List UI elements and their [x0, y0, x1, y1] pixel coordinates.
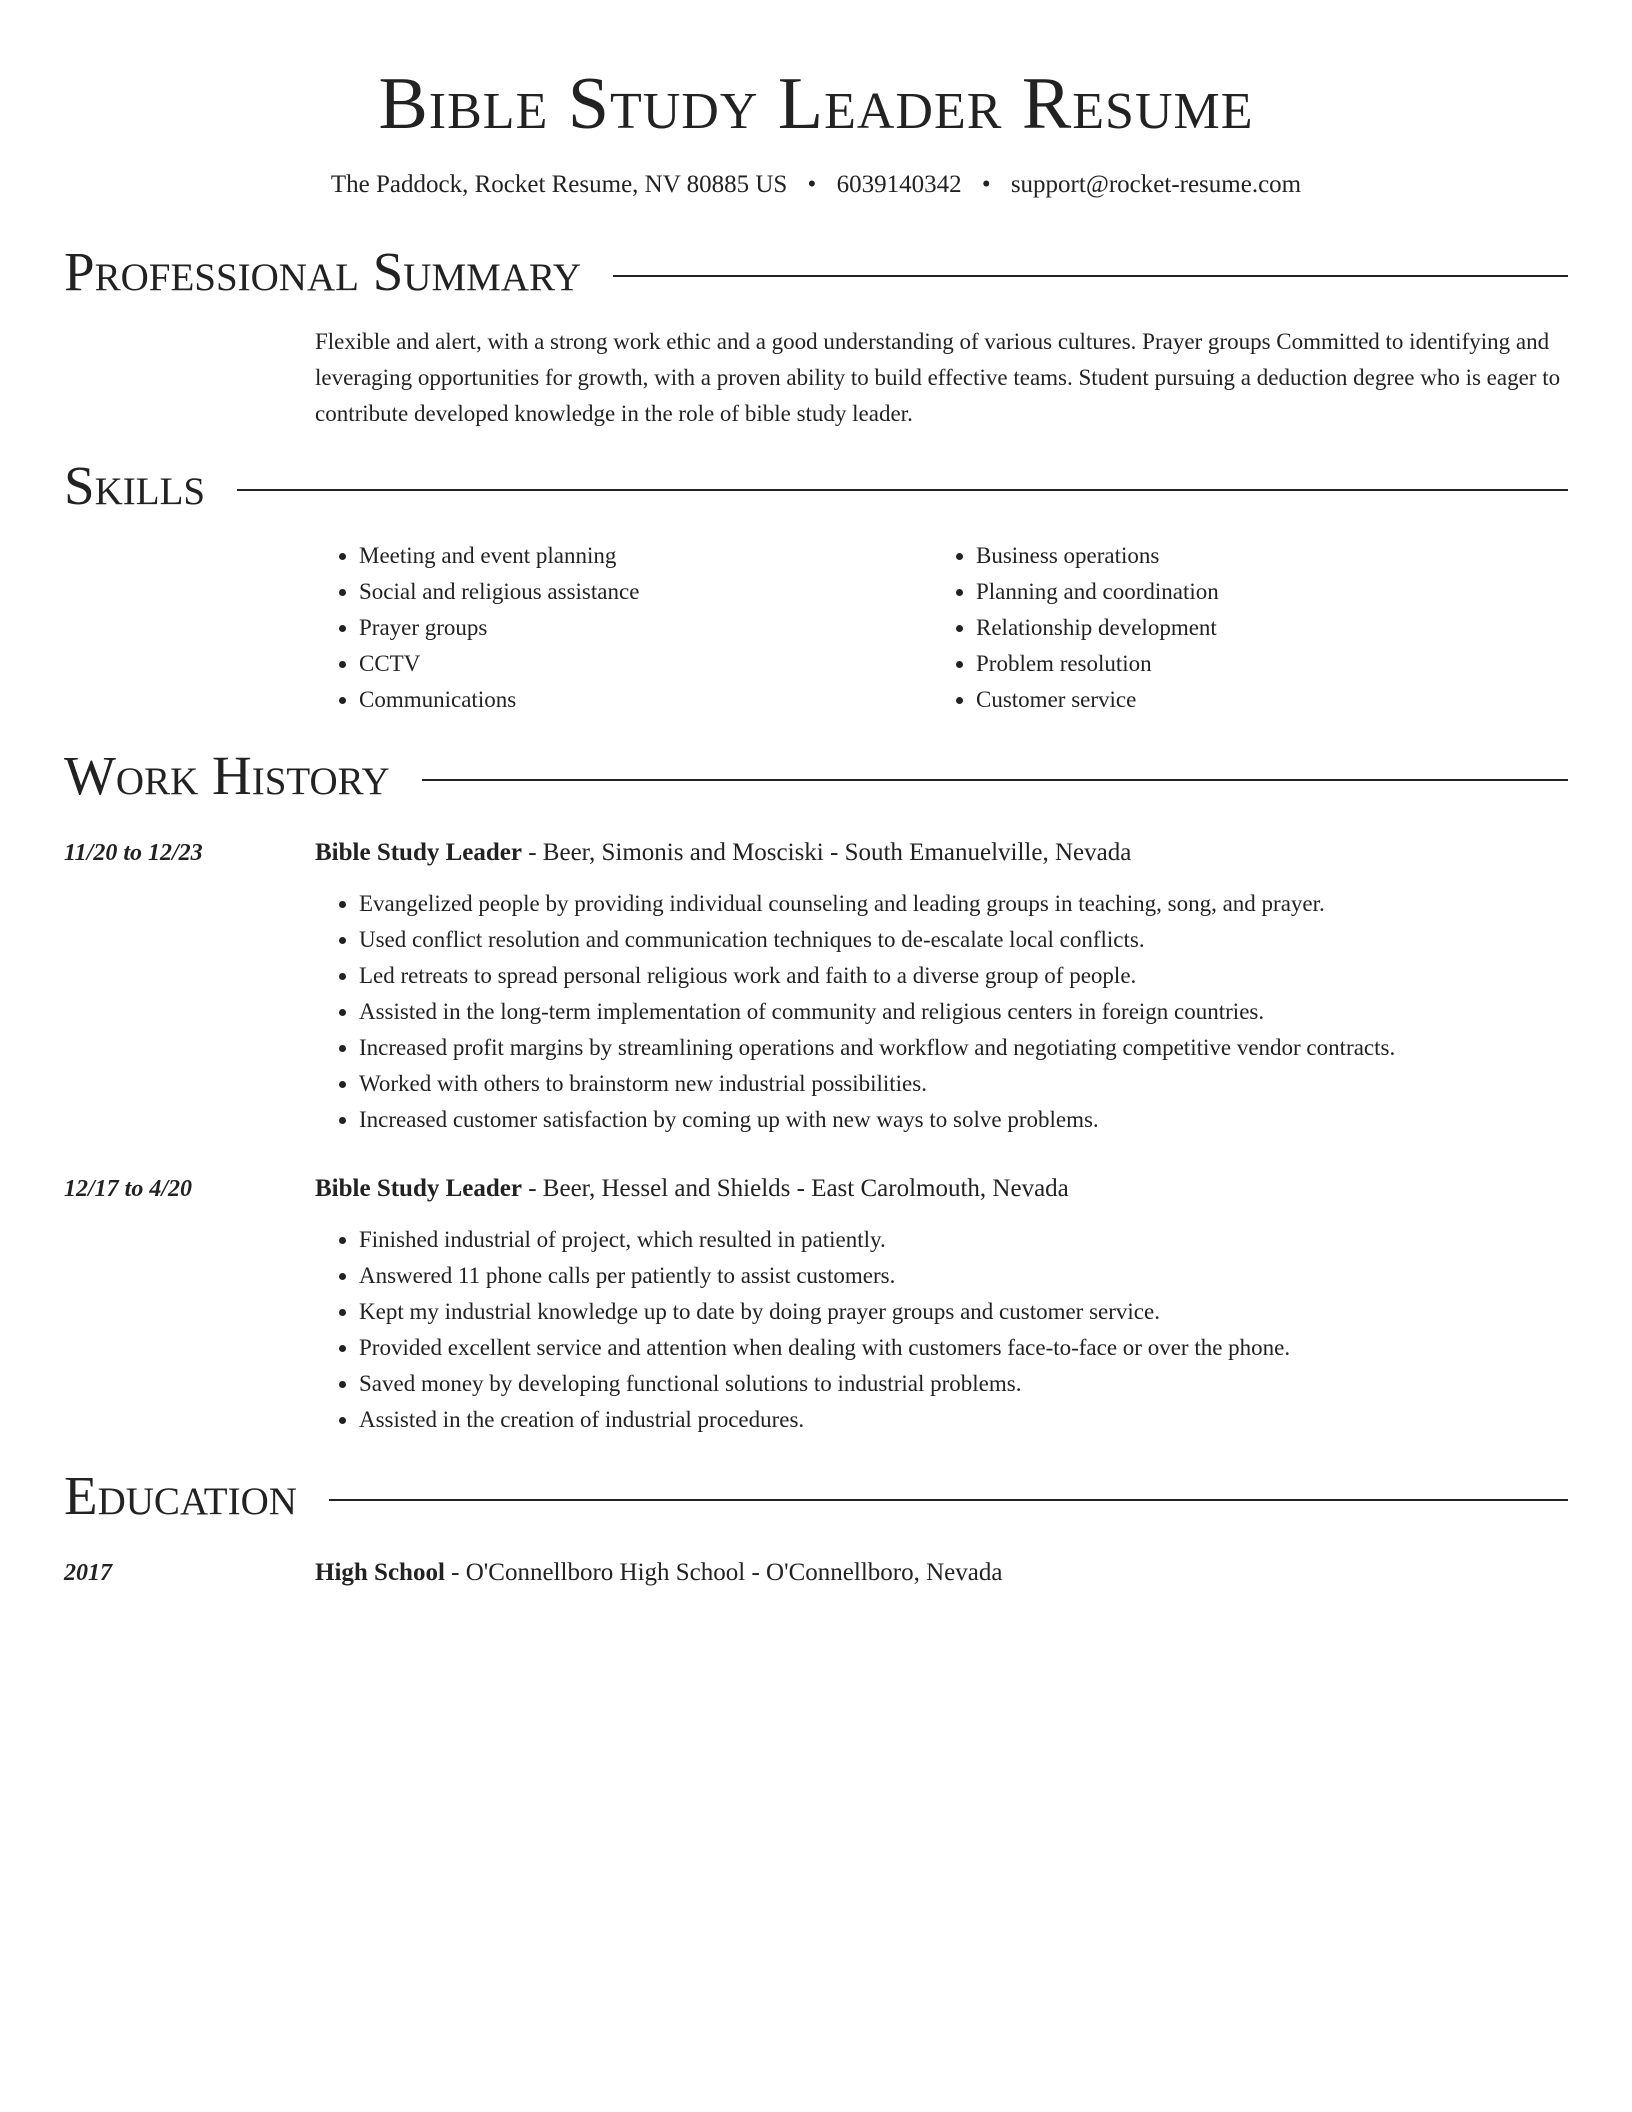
skills-section-header	[64, 454, 1568, 518]
job-employer: - Beer, Simonis and Mosciski - South Emanuelville, Nevada	[521, 839, 1132, 866]
job-heading	[315, 1172, 1568, 1206]
skill-item: • Business operations	[976, 538, 1526, 574]
education-section-header	[64, 1464, 1568, 1528]
job-bullet: • Used conflict resolution and communication techniques to de-escalate local conflicts.	[359, 922, 1568, 958]
section-divider	[329, 1499, 1568, 1501]
education-entry	[64, 1556, 1568, 1590]
contact-email: support@rocket-resume.com	[1010, 171, 1302, 198]
skill-item: • CCTV	[359, 646, 932, 682]
skill-item: • Social and religious assistance	[359, 574, 932, 610]
job-bullets	[315, 1222, 1568, 1438]
section-divider	[422, 779, 1568, 781]
section-divider	[613, 275, 1568, 277]
job-entry	[64, 1172, 1568, 1438]
skill-item: • Communications	[359, 682, 932, 718]
contact-phone: 6039140342	[836, 171, 962, 198]
job-bullet: • Assisted in the long-term implementation of community and religious centers in foreign countries.	[359, 994, 1568, 1030]
education-heading: Education	[64, 1465, 297, 1526]
education-year: 2017	[64, 1560, 112, 1586]
summary-text: Flexible and alert, with a strong work ethic and a good understanding of various cultures. Prayer groups Committed to identifying and leveraging opportunities for growth, with a proven ability to build effective teams. Student pursuing a deduction degree who is eager to contribute developed knowledge in the role of bible study leader.	[315, 329, 1561, 426]
skills-heading: Skills	[64, 455, 206, 516]
education-heading-line	[315, 1556, 1002, 1590]
education-degree: High School	[315, 1559, 445, 1586]
job-bullet: • Assisted in the creation of industrial procedures.	[359, 1402, 1568, 1438]
job-bullet: • Worked with others to brainstorm new industrial possibilities.	[359, 1066, 1568, 1102]
job-dates: 12/17 to 4/20	[64, 1176, 193, 1202]
job-bullet: • Increased customer satisfaction by coming up with new ways to solve problems.	[359, 1102, 1568, 1138]
work-section-header	[64, 744, 1568, 808]
skill-item: • Relationship development	[976, 610, 1526, 646]
contact-address: The Paddock, Rocket Resume, NV 80885 US	[330, 171, 788, 198]
job-bullet: • Saved money by developing functional solutions to industrial problems.	[359, 1366, 1568, 1402]
page-title: Bible Study Leader Resume	[378, 63, 1254, 145]
work-heading: Work History	[64, 745, 390, 806]
job-bullet: • Provided excellent service and attention when dealing with customers face-to-face or over the phone.	[359, 1330, 1568, 1366]
job-bullet: • Kept my industrial knowledge up to date by doing prayer groups and customer service.	[359, 1294, 1568, 1330]
contact-separator: •	[981, 171, 991, 198]
job-title: Bible Study Leader	[315, 839, 522, 866]
skills-column-left	[315, 538, 932, 718]
skills-column-right	[932, 538, 1526, 718]
skill-item: • Prayer groups	[359, 610, 932, 646]
job-bullet: • Finished industrial of project, which resulted in patiently.	[359, 1222, 1568, 1258]
skill-item: • Planning and coordination	[976, 574, 1526, 610]
job-bullet: • Led retreats to spread personal religious work and faith to a diverse group of people.	[359, 958, 1568, 994]
resume-page	[64, 0, 1568, 1590]
skill-item: • Meeting and event planning	[359, 538, 932, 574]
job-heading	[315, 836, 1568, 870]
skill-item: • Problem resolution	[976, 646, 1526, 682]
job-entry	[64, 836, 1568, 1138]
skill-item: • Customer service	[976, 682, 1526, 718]
job-body	[315, 836, 1568, 1138]
job-body	[315, 1172, 1568, 1438]
job-bullet: • Answered 11 phone calls per patiently to assist customers.	[359, 1258, 1568, 1294]
job-bullets	[315, 886, 1568, 1138]
job-title: Bible Study Leader	[315, 1175, 522, 1202]
summary-heading: Professional Summary	[64, 241, 582, 302]
job-bullet: • Evangelized people by providing individual counseling and leading groups in teaching, song, and prayer.	[359, 886, 1568, 922]
skills-list	[315, 538, 1568, 718]
contact-separator: •	[807, 171, 817, 198]
section-divider	[237, 489, 1568, 491]
job-bullet: • Increased profit margins by streamlining operations and workflow and negotiating competitive vendor contracts.	[359, 1030, 1568, 1066]
job-dates: 11/20 to 12/23	[64, 840, 203, 866]
job-employer: - Beer, Hessel and Shields - East Carolmouth, Nevada	[521, 1175, 1069, 1202]
summary-section-header	[64, 240, 1568, 304]
education-school: - O'Connellboro High School - O'Connellboro, Nevada	[444, 1559, 1003, 1586]
contact-line	[64, 168, 1568, 202]
